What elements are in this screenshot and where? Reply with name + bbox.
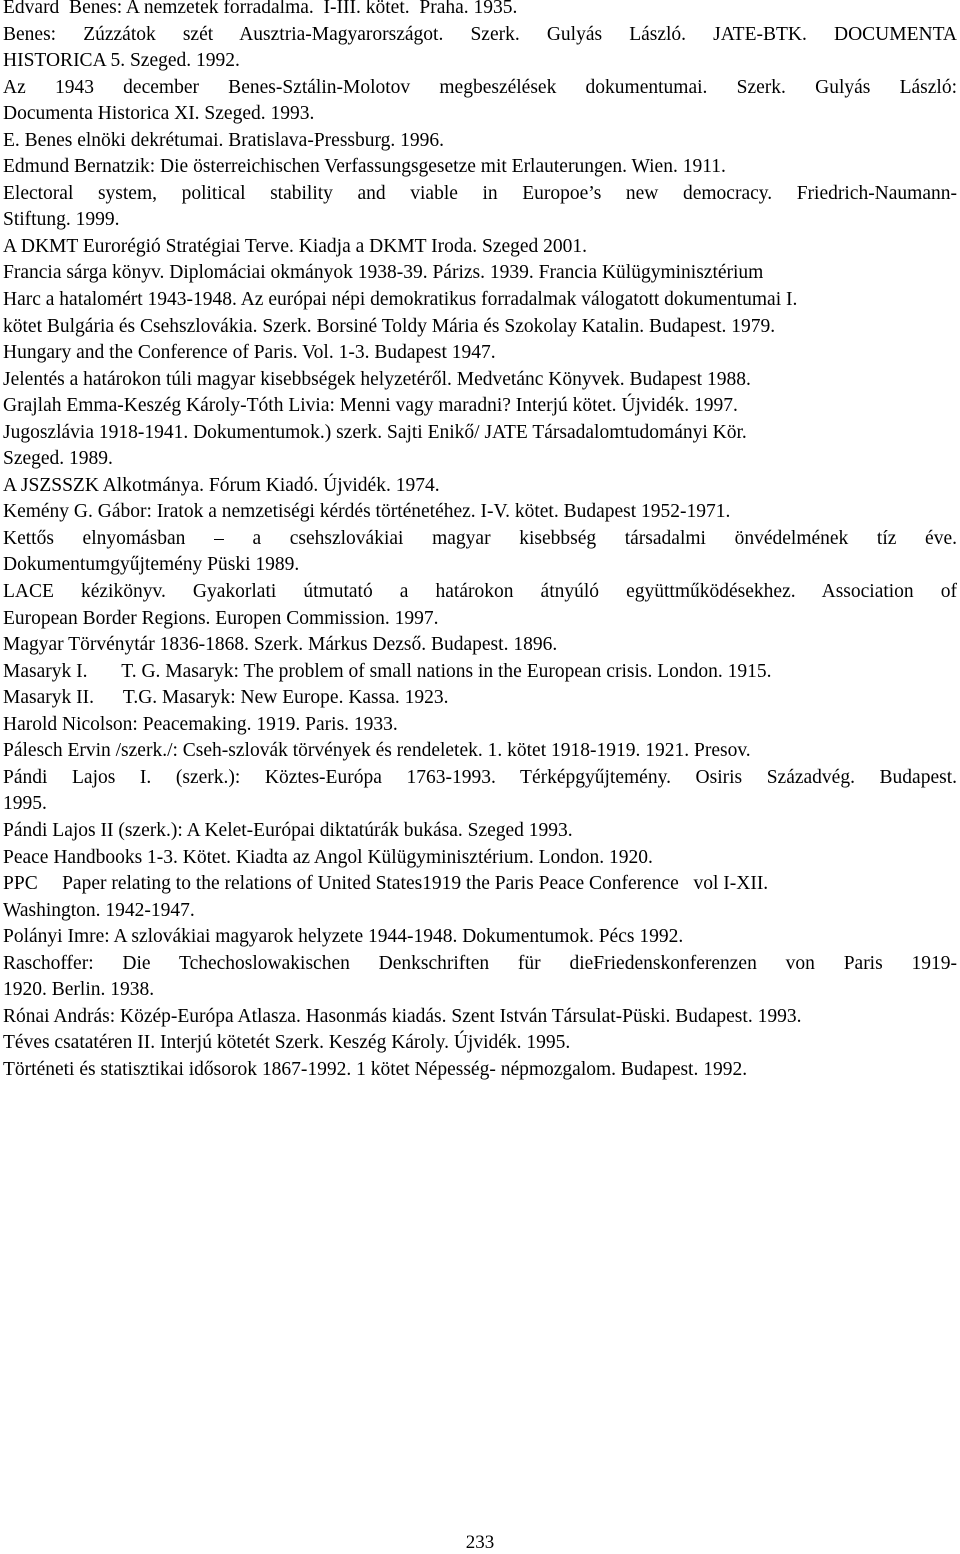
bibliography-line: Téves csatatéren II. Interjú kötetét Szerk. Keszég Károly. Újvidék. 1995. — [3, 1032, 571, 1054]
bibliography-line: 1995. — [3, 793, 47, 815]
bibliography-line: Documenta Historica XI. Szeged. 1993. — [3, 103, 315, 125]
bibliography-line: A DKMT Eurorégió Stratégiai Terve. Kiadja a DKMT Iroda. Szeged 2001. — [3, 235, 588, 257]
bibliography-line: Peace Handbooks 1-3. Kötet. Kiadta az Angol Külügyminisztérium. London. 1920. — [3, 846, 653, 868]
bibliography-line: Polányi Imre: A szlovákiai magyarok helyzete 1944-1948. Dokumentumok. Pécs 1992. — [3, 926, 684, 948]
bibliography-line: Edmund Bernatzik: Die österreichischen Verfassungsgesetze mit Erlauterungen. Wien. 1911. — [3, 156, 726, 178]
bibliography-line: Jelentés a határokon túli magyar kisebbségek helyzetéről. Medvetánc Könyvek. Budapest 1988. — [3, 368, 751, 390]
bibliography-line: Szeged. 1989. — [3, 448, 113, 470]
bibliography-line: Rónai András: Közép-Európa Atlasza. Hasonmás kiadás. Szent István Társulat-Püski. Budapest. 1993. — [3, 1005, 802, 1027]
bibliography-line: Harold Nicolson: Peacemaking. 1919. Paris. 1933. — [3, 713, 398, 735]
bibliography-line: Francia sárga könyv. Diplomáciai okmányok 1938-39. Párizs. 1939. Francia Külügyminisztérium — [3, 262, 764, 284]
bibliography-line: Harc a hatalomért 1943-1948. Az európai népi demokratikus forradalmak válogatott dokumentumai I. — [3, 289, 798, 311]
bibliography-line: Masaryk I. T. G. Masaryk: The problem of small nations in the European crisis. London. 1915. — [3, 660, 772, 682]
bibliography-line: European Border Regions. Europen Commission. 1997. — [3, 607, 439, 629]
bibliography-line: Masaryk II. T.G. Masaryk: New Europe. Kassa. 1923. — [3, 687, 449, 709]
bibliography-line: Hungary and the Conference of Paris. Vol. 1-3. Budapest 1947. — [3, 342, 496, 364]
bibliography-line: A JSZSSZK Alkotmánya. Fórum Kiadó. Újvidék. 1974. — [3, 474, 440, 496]
bibliography-line: 1920. Berlin. 1938. — [3, 979, 155, 1001]
bibliography-line: LACE kézikönyv. Gyakorlati útmutató a határokon átnyúló együttműködésekhez. Association of — [3, 581, 957, 603]
bibliography-line: kötet Bulgária és Csehszlovákia. Szerk. Borsiné Toldy Mária és Szokolay Katalin. Budapest. 1979. — [3, 315, 776, 337]
bibliography-line: Pándi Lajos I. (szerk.): Köztes-Európa 1763-1993. Térképgyűjtemény. Osiris Századvég. Budapest. — [3, 766, 957, 788]
bibliography-line: E. Benes elnöki dekrétumai. Bratislava-Pressburg. 1996. — [3, 129, 445, 151]
bibliography-line: Magyar Törvénytár 1836-1868. Szerk. Márkus Dezső. Budapest. 1896. — [3, 634, 558, 656]
page-number: 233 — [465, 1532, 495, 1553]
bibliography-line: Az 1943 december Benes-Sztálin-Molotov megbeszélések dokumentumai. Szerk. Gulyás László: — [3, 76, 957, 98]
bibliography-line: Pálesch Ervin /szerk./: Cseh-szlovák törvények és rendeletek. 1. kötet 1918-1919. 1921. Presov. — [3, 740, 751, 762]
bibliography-line: Dokumentumgyűjtemény Püski 1989. — [3, 554, 300, 576]
bibliography-line: Edvard Benes: A nemzetek forradalma. I-III. kötet. Praha. 1935. — [3, 0, 518, 18]
bibliography-line: HISTORICA 5. Szeged. 1992. — [3, 50, 240, 72]
bibliography-line: Electoral system, political stability and viable in Europoe’s new democracy. Friedrich-Naumann- — [3, 182, 957, 204]
bibliography-line: Kemény G. Gábor: Iratok a nemzetiségi kérdés történetéhez. I-V. kötet. Budapest 1952-1971. — [3, 501, 731, 523]
bibliography-line: Pándi Lajos II (szerk.): A Kelet-Európai diktatúrák bukása. Szeged 1993. — [3, 819, 573, 841]
bibliography-line: Jugoszlávia 1918-1941. Dokumentumok.) szerk. Sajti Enikő/ JATE Társadalomtudományi Kör. — [3, 421, 747, 443]
bibliography-line: Raschoffer: Die Tchechoslowakischen Denkschriften für dieFriedenskonferenzen von Paris 1919- — [3, 952, 957, 974]
bibliography-line: Washington. 1942-1947. — [3, 899, 195, 921]
bibliography-list — [3, 0, 957, 1083]
bibliography-line: Történeti és statisztikai idősorok 1867-1992. 1 kötet Népesség- népmozgalom. Budapest. 1992. — [3, 1058, 748, 1080]
bibliography-line: Stiftung. 1999. — [3, 209, 120, 231]
bibliography-line: Kettős elnyomásban – a csehszlovákiai magyar kisebbség társadalmi önvédelmének tíz éve. — [3, 527, 957, 549]
bibliography-line: Grajlah Emma-Keszég Károly-Tóth Livia: Menni vagy maradni? Interjú kötet. Újvidék. 1997. — [3, 395, 738, 417]
bibliography-line: PPC Paper relating to the relations of United States1919 the Paris Peace Conference vol I-XII. — [3, 873, 769, 895]
bibliography-line: Benes: Zúzzátok szét Ausztria-Magyarországot. Szerk. Gulyás László. JATE-BTK. DOCUMENTA — [3, 23, 957, 45]
